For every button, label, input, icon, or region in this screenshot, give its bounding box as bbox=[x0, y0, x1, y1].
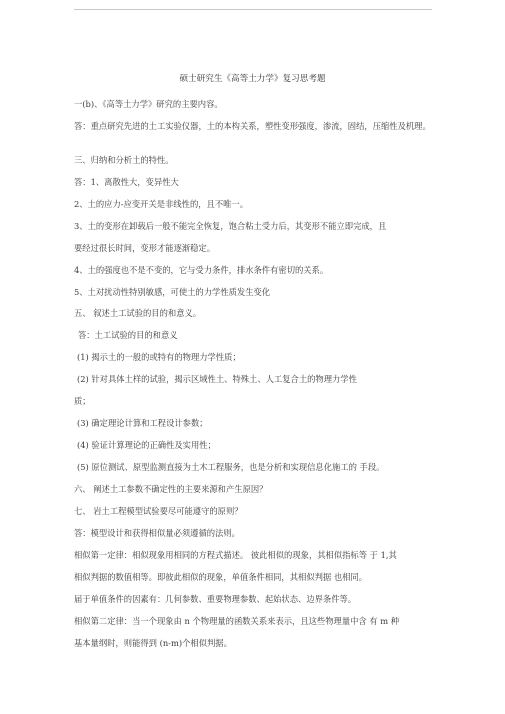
single-value-conditions: 届于单值条件的因素有：几何参数、重要物理参数、起始状态、边界条件等。 bbox=[74, 594, 357, 604]
answer-3-item-4: 4、土的强度也不是不变的，它与受力条件，排水条件有密切的关系。 bbox=[74, 265, 329, 275]
answer-3-item-5: 5、土对扰动性特别敏感，可使土的力学性质发生变化 bbox=[74, 287, 271, 297]
question-7: 七、 岩土工程模型试验要尽可能遵守的原则？ bbox=[74, 506, 243, 516]
question-1: 一(b)、《高等土力学》研究的主要内容。 bbox=[74, 99, 223, 109]
similarity-law-2: 相似第二定律：当一个现象由 n 个物理量的函数关系来表示，且这些物理量中含 有 m 种 bbox=[74, 616, 400, 626]
answer-5-intro: 答：土工试验的目的和意义 bbox=[78, 330, 178, 340]
answer-5-item-3: (3) 确定理论计算和工程设计参数； bbox=[77, 418, 208, 428]
question-5: 五、 叙述土工试验的目的和意义。 bbox=[74, 308, 202, 318]
answer-5-item-5: (5) 原位测试、原型监测直接为土木工程服务，也是分析和实现信息化施工的 手段。 bbox=[77, 462, 385, 472]
answer-3-item-2: 2、土的应力-应变开关是非线性的，且不唯一。 bbox=[74, 199, 249, 209]
answer-5-item-2: (2) 针对具体土样的试验，揭示区域性土、特殊土、人工复合土的物理力学性 bbox=[77, 374, 357, 384]
answer-5-item-2-cont: 质； bbox=[74, 396, 91, 406]
similarity-law-1-cont: 相似判据的数值相等。即彼此相似的现象，单值条件相同，其相似判据 也相同。 bbox=[74, 572, 368, 582]
question-6: 六、 阐述土工参数不确定性的主要来源和产生原因？ bbox=[74, 484, 268, 494]
similarity-law-2-cont: 基本量纲时，则能得到 (n-m)个相似判据。 bbox=[74, 638, 232, 648]
similarity-law-1: 相似第一定律：相似现象用相同的方程式描述。 彼此相似的现象，其相似指标等 于 1,其 bbox=[74, 550, 397, 560]
question-3: 三、归纳和分析土的特性。 bbox=[74, 155, 174, 165]
answer-5-item-4: (4) 验证计算理论的正确性及实用性； bbox=[77, 440, 216, 450]
answer-3-item-3-cont: 要经过很长时间，变形才能逐渐稳定。 bbox=[74, 243, 216, 253]
header-rule bbox=[74, 9, 432, 10]
answer-1: 答：重点研究先进的土工实验仪器，土的本构关系，塑性变形强度，渗流，固结，压缩性及机理。 bbox=[74, 121, 431, 131]
answer-3-item-1: 答：1、离散性大，变异性大 bbox=[74, 177, 179, 187]
answer-7-intro: 答：模型设计和获得相似量必须遵循的法则。 bbox=[74, 528, 240, 538]
document-title: 硕士研究生《高等土力学》复习思考题 bbox=[179, 74, 326, 84]
answer-5-item-1: (1) 揭示土的一般的或特有的物理力学性质； bbox=[77, 352, 241, 362]
answer-3-item-3: 3、土的变形在卸载后一般不能完全恢复，饱合粘土受力后，其变形不能立即完成，且 bbox=[74, 221, 387, 231]
